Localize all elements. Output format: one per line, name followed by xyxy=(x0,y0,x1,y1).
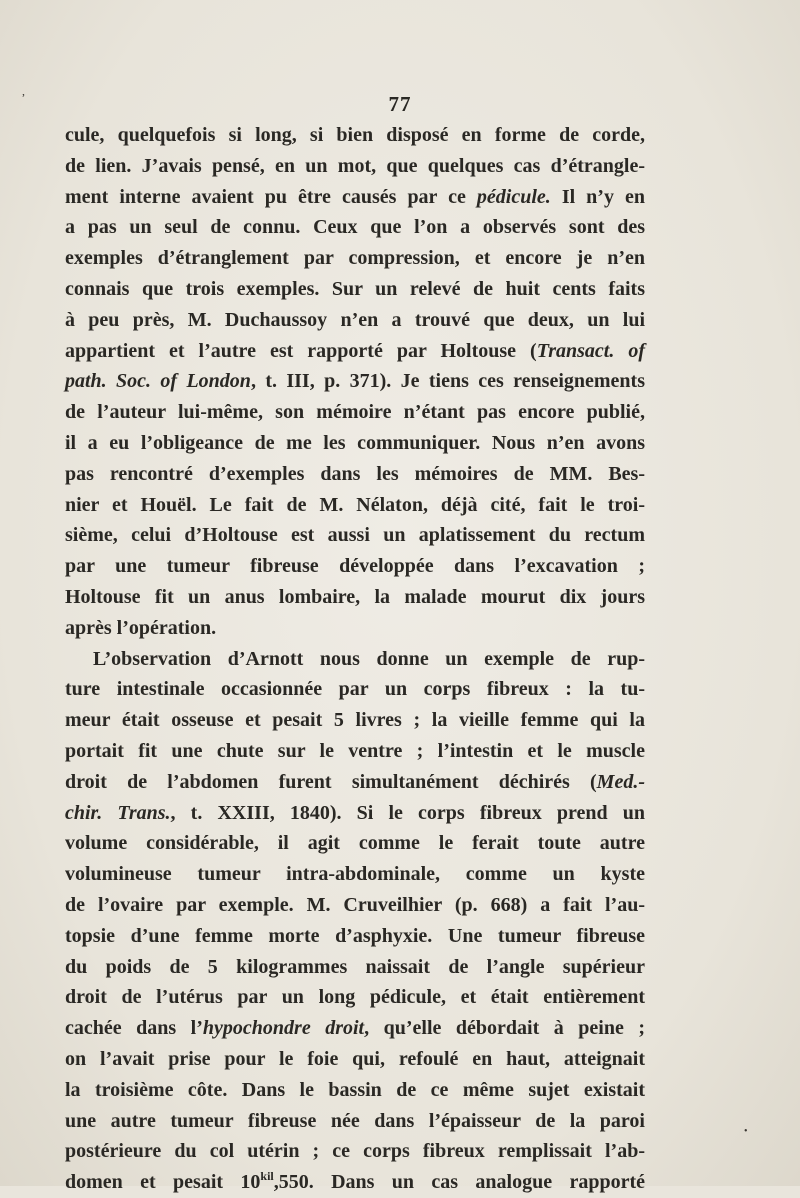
text-run: cachée dans l’ xyxy=(65,1017,203,1040)
text-run: ment interne avaient pu être causés par ce xyxy=(65,185,477,208)
text-line xyxy=(65,305,645,336)
text-run: de lien. J’avais pensé, en un mot, que quelques cas d’étrangle- xyxy=(65,154,645,177)
text-run: une autre tumeur fibreuse née dans l’épaisseur de la paroi xyxy=(65,1109,645,1132)
text-run: par une tumeur fibreuse développée dans l’excavation ; xyxy=(65,555,645,578)
text-run: de l’auteur lui-même, son mémoire n’étant pas encore publié, xyxy=(65,401,645,424)
text-line xyxy=(65,151,645,182)
superscript-text: kil xyxy=(260,1169,274,1184)
text-line xyxy=(65,397,645,428)
text-line xyxy=(65,366,645,397)
text-run: il a eu l’obligeance de me les communiquer. Nous n’en avons xyxy=(65,431,645,454)
text-line xyxy=(65,644,645,675)
text-run: ,550. Dans un cas analogue rapporté xyxy=(273,1171,645,1194)
text-line xyxy=(65,828,645,859)
text-line xyxy=(65,582,645,613)
italic-text: hypochondre droit xyxy=(202,1017,365,1040)
text-line xyxy=(65,1167,645,1198)
text-run: postérieure du col utérin ; ce corps fibreux remplissait l’ab- xyxy=(65,1140,645,1163)
text-line xyxy=(65,798,645,829)
text-run: nier et Houël. Le fait de M. Nélaton, déjà cité, fait le troi- xyxy=(65,493,645,516)
text-line xyxy=(65,520,645,551)
text-line xyxy=(65,859,645,890)
italic-text: Med.- xyxy=(596,770,645,793)
text-line xyxy=(65,1136,645,1167)
body-text xyxy=(65,120,645,1198)
text-line xyxy=(65,1075,645,1106)
margin-mark: , xyxy=(22,84,25,98)
text-run: cule, quelquefois si long, si bien disposé en forme de corde, xyxy=(65,124,645,146)
page-number: 77 xyxy=(388,92,412,116)
margin-mark: • xyxy=(744,1126,748,1137)
text-run: meur était osseuse et pesait 5 livres ; la vieille femme qui la xyxy=(65,709,645,732)
italic-text: Transact. of xyxy=(536,339,645,362)
text-line xyxy=(65,336,645,367)
text-run: de l’ovaire par exemple. M. Cruveilhier (p. 668) a fait l’au- xyxy=(65,893,645,916)
text-run: on l’avait prise pour le foie qui, refoulé en haut, atteignait xyxy=(65,1047,645,1070)
text-run: connais que trois exemples. Sur un relevé de huit cents faits xyxy=(65,277,645,300)
text-run: volume considérable, il agit comme le ferait toute autre xyxy=(65,832,645,855)
text-line xyxy=(65,212,645,243)
text-line xyxy=(65,674,645,705)
text-run: la troisième côte. Dans le bassin de ce même sujet existait xyxy=(65,1078,645,1101)
italic-text: path. Soc. of London xyxy=(65,370,251,393)
text-run: droit de l’abdomen furent simultanément déchirés ( xyxy=(65,770,597,793)
text-run: a pas un seul de connu. Ceux que l’on a observés sont des xyxy=(65,216,645,239)
text-run: L’observation d’Arnott nous donne un exemple de rup- xyxy=(93,647,645,670)
italic-text: chir. Trans. xyxy=(65,801,171,824)
text-run: sième, celui d’Holtouse est aussi un aplatissement du rectum xyxy=(65,524,645,547)
text-run: , qu’elle débordait à peine ; xyxy=(364,1017,645,1040)
text-line xyxy=(65,705,645,736)
text-run: à peu près, M. Duchaussoy n’en a trouvé que deux, un lui xyxy=(65,308,645,331)
text-run: domen et pesait 10 xyxy=(65,1171,261,1194)
text-line xyxy=(65,767,645,798)
text-line xyxy=(65,459,645,490)
text-line xyxy=(65,736,645,767)
text-line xyxy=(65,428,645,459)
text-run: du poids de 5 kilogrammes naissait de l’angle supérieur xyxy=(65,955,645,978)
text-run: , t. III, p. 371). Je tiens ces renseignements xyxy=(250,370,645,393)
text-line xyxy=(65,613,645,644)
text-line xyxy=(65,182,645,213)
text-line xyxy=(65,243,645,274)
text-run: volumineuse tumeur intra-abdominale, comme un kyste xyxy=(65,863,645,886)
text-run: exemples d’étranglement par compression, et encore je n’en xyxy=(65,247,645,270)
text-run: topsie d’une femme morte d’asphyxie. Une tumeur fibreuse xyxy=(65,924,645,947)
text-run: droit de l’utérus par un long pédicule, et était entièrement xyxy=(65,986,645,1009)
text-line xyxy=(65,890,645,921)
text-run: appartient et l’autre est rapporté par Holtouse ( xyxy=(65,339,537,362)
text-line xyxy=(65,551,645,582)
text-run: ture intestinale occasionnée par un corps fibreux : la tu- xyxy=(65,678,645,701)
text-line xyxy=(65,490,645,521)
text-line xyxy=(65,1044,645,1075)
text-run: pas rencontré d’exemples dans les mémoires de MM. Bes- xyxy=(65,462,645,485)
text-run: Il n’y en xyxy=(550,185,645,208)
text-run: portait fit une chute sur le ventre ; l’intestin et le muscle xyxy=(65,739,645,762)
text-line xyxy=(65,1106,645,1137)
text-run: , t. XXIII, 1840). Si le corps fibreux prend un xyxy=(170,801,645,824)
text-run: après l’opération. xyxy=(65,616,217,639)
text-line xyxy=(65,274,645,305)
text-line xyxy=(65,120,645,151)
text-line xyxy=(65,921,645,952)
text-line xyxy=(65,1013,645,1044)
italic-text: pédicule. xyxy=(476,185,551,208)
text-line xyxy=(65,982,645,1013)
text-line xyxy=(65,952,645,983)
text-run: Holtouse fit un anus lombaire, la malade mourut dix jours xyxy=(65,585,645,608)
